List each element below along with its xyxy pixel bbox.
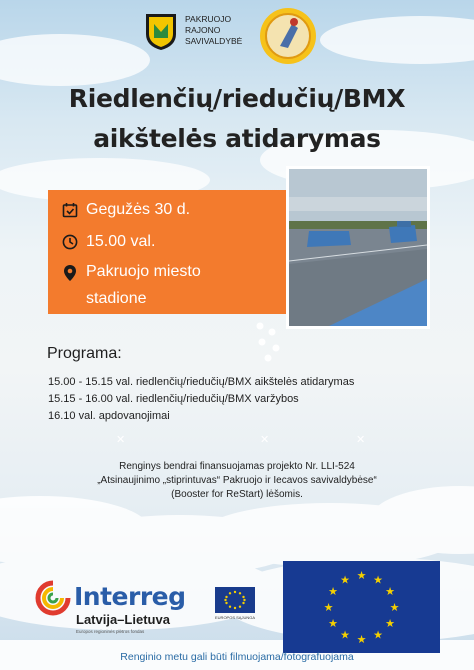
event-location-line-1: Pakruojo miesto bbox=[86, 263, 201, 280]
event-date: Gegužės 30 d. bbox=[86, 201, 191, 218]
interreg-logo-text: Interreg bbox=[74, 582, 186, 611]
svg-text:★: ★ bbox=[340, 573, 350, 587]
sports-center-seal-icon bbox=[258, 6, 318, 66]
eu-flag-icon bbox=[283, 561, 440, 653]
location-pin-icon bbox=[63, 264, 77, 282]
svg-text:★: ★ bbox=[373, 573, 383, 587]
svg-text:★: ★ bbox=[389, 601, 400, 614]
svg-text:★: ★ bbox=[385, 617, 395, 630]
program-item: 15.15 - 16.00 val. riedlenčių/riedučių/BMX varžybos bbox=[48, 393, 299, 405]
svg-text:★: ★ bbox=[323, 601, 334, 614]
sparkle-icon: ✕ bbox=[260, 434, 270, 446]
svg-text:★: ★ bbox=[385, 585, 395, 598]
clock-icon bbox=[62, 234, 78, 250]
event-time: 15.00 val. bbox=[86, 233, 156, 250]
program-item: 15.00 - 15.15 val. riedlenčių/riedučių/BMX aikštelės atidarymas bbox=[48, 376, 355, 388]
interreg-swirl-icon bbox=[34, 579, 72, 617]
svg-text:★: ★ bbox=[328, 617, 338, 630]
funding-line-1: Renginys bendrai finansuojamas projekto Nr. LLI-524 bbox=[119, 461, 355, 472]
event-title-line-1: Riedlenčių/riedučių/BMX bbox=[68, 84, 406, 113]
interreg-subtitle: Latvija–Lietuva bbox=[76, 612, 170, 627]
funding-line-3: (Booster for ReStart) lėšomis. bbox=[171, 489, 303, 500]
calendar-check-icon bbox=[62, 202, 78, 218]
program-item: 16.10 val. apdovanojimai bbox=[48, 410, 170, 422]
eu-flag-small-icon bbox=[215, 587, 255, 613]
skatepark-photo bbox=[286, 166, 430, 329]
svg-text:★: ★ bbox=[373, 628, 383, 642]
svg-text:★: ★ bbox=[328, 585, 338, 598]
sparkle-icon: ✕ bbox=[116, 434, 126, 446]
event-location-line-2: stadione bbox=[86, 290, 147, 307]
svg-text:★: ★ bbox=[356, 633, 367, 646]
decorative-dots bbox=[250, 318, 290, 366]
svg-text:★: ★ bbox=[356, 569, 367, 582]
eu-label: EUROPOS SĄJUNGA bbox=[215, 615, 256, 620]
municipality-line-1: PAKRUOJO bbox=[185, 14, 232, 24]
municipality-crest-icon bbox=[144, 12, 178, 52]
program-heading: Programa: bbox=[47, 345, 122, 362]
svg-text:★: ★ bbox=[340, 628, 350, 642]
municipality-name bbox=[185, 14, 242, 47]
municipality-line-3: SAVIVALDYBĖ bbox=[185, 36, 243, 46]
funding-line-2: „Atsinaujinimo „stiprintuvas“ Pakruojo ir Iecavos savivaldybėse“ bbox=[97, 475, 377, 486]
footer-notice: Renginio metu gali būti filmuojama/fotografuojama bbox=[120, 651, 354, 663]
event-title-line-2: aikštelės atidarymas bbox=[93, 124, 381, 153]
sparkle-icon: ✕ bbox=[356, 434, 366, 446]
interreg-tagline: Europos regioninės plėtros fondas bbox=[76, 629, 145, 634]
municipality-line-2: RAJONO bbox=[185, 25, 221, 35]
